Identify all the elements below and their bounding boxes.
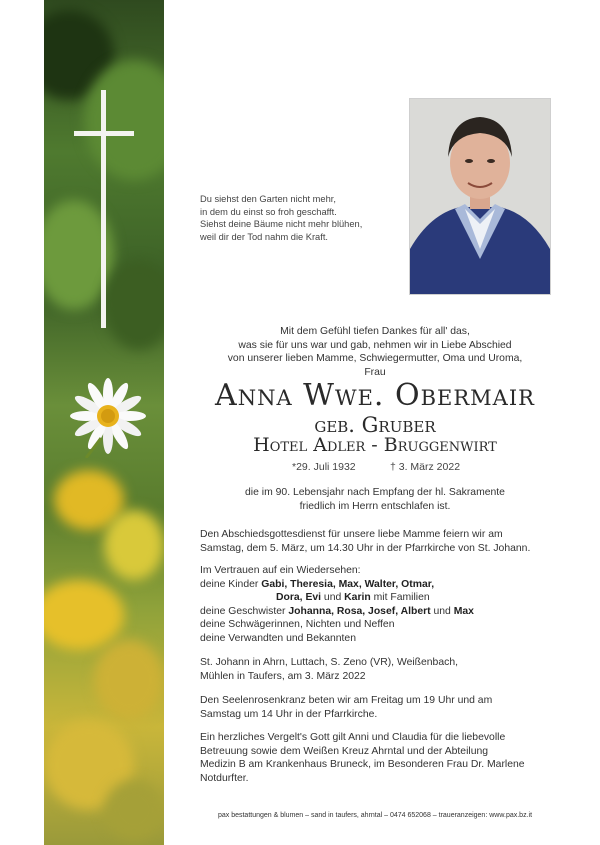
poem-line: Siehst deine Bäume nicht mehr blühen, <box>200 219 363 230</box>
thanks-line: Ein herzliches Vergelt's Gott gilt Anni und Claudia für die liebevolle <box>200 732 506 743</box>
thanks-line: Medizin B am Krankenhaus Bruneck, im Besonderen Frau Dr. Marlene <box>200 759 525 771</box>
intro-text <box>200 325 550 379</box>
funeral-line: Samstag, dem 5. März, um 14.30 Uhr in der Pfarrkirche von St. Johann. <box>200 542 531 554</box>
place-line: Mühlen in Taufers, am 3. März 2022 <box>200 670 366 682</box>
children-line-2 <box>200 591 550 605</box>
cross-icon <box>101 90 106 328</box>
children-names-2: Dora, Evi <box>276 592 322 604</box>
deceased-name: Anna Wwe. Obermair <box>215 378 535 413</box>
children-line <box>200 578 550 592</box>
birth-date: *29. Juli 1932 <box>292 461 356 473</box>
poem <box>200 193 400 243</box>
thanks-line: Betreuung sowie dem Weißen Kreuz Ahrntal und der Abteilung <box>200 745 489 757</box>
daisy-flower-icon <box>56 378 166 458</box>
hotel-name: Hotel Adler - Bruggenwirt <box>253 434 497 456</box>
intro-line: Mit dem Gefühl tiefen Dankes für all' das, <box>280 326 470 337</box>
sacrament-line: die im 90. Lebensjahr nach Empfang der hl. Sakramente <box>245 487 505 498</box>
poem-line: weil dir der Tod nahm die Kraft. <box>200 231 328 242</box>
child-karin: Karin <box>344 592 371 604</box>
place-line: St. Johann in Ahrn, Luttach, S. Zeno (VR), Weißenbach, <box>200 657 458 668</box>
rosary-line: Den Seelenrosenkranz beten wir am Freitag um 19 Uhr und am <box>200 695 493 706</box>
death-date: † 3. März 2022 <box>390 461 461 473</box>
families-text: mit Familien <box>370 592 430 604</box>
intro-line: Frau <box>364 366 386 378</box>
intro-line: von unserer lieben Mamme, Schwiegermutter, Oma und Uroma, <box>227 353 523 365</box>
mourners-list <box>200 564 550 646</box>
relatives-line: deine Verwandten und Bekannten <box>200 632 356 644</box>
intro-line: was sie für uns war und gab, nehmen wir in Liebe Abschied <box>238 339 512 351</box>
funeral-line: Den Abschiedsgottesdienst für unsere liebe Mamme feiern wir am <box>200 529 503 540</box>
siblings-names: Johanna, Rosa, Josef, Albert <box>288 605 431 617</box>
sacrament-text <box>200 486 550 513</box>
maiden-name: geb. Gruber <box>314 413 436 437</box>
cross-bar <box>74 131 134 136</box>
thanks-text <box>200 731 550 785</box>
mourners-intro: Im Vertrauen auf ein Wiedersehen: <box>200 565 361 576</box>
poem-line: in dem du einst so froh geschafft. <box>200 206 337 217</box>
poem-line: Du siehst den Garten nicht mehr, <box>200 194 336 204</box>
and-text: und <box>430 605 454 617</box>
sibling-max: Max <box>453 605 474 617</box>
sacrament-line: friedlich im Herrn entschlafen ist. <box>299 500 451 512</box>
funeral-text <box>200 528 550 555</box>
rosary-line: Samstag um 14 Uhr in der Pfarrkirche. <box>200 708 378 720</box>
children-names: Gabi, Theresia, Max, Walter, Otmar, <box>261 578 435 590</box>
rosary-text <box>200 694 550 721</box>
siblings-line <box>200 605 550 619</box>
children-prefix: deine Kinder <box>200 578 262 590</box>
and-text: und <box>321 592 345 604</box>
place-date <box>200 656 550 683</box>
footer-credit: pax bestattungen & blumen – sand in taufers, ahrntal – 0474 652068 – traueranzeigen: www.pax.bz.it <box>217 812 533 819</box>
thanks-line: Notdurfter. <box>200 772 249 784</box>
inlaws-line: deine Schwägerinnen, Nichten und Neffen <box>200 619 395 631</box>
siblings-prefix: deine Geschwister <box>200 605 289 617</box>
portrait-photo <box>409 98 551 295</box>
